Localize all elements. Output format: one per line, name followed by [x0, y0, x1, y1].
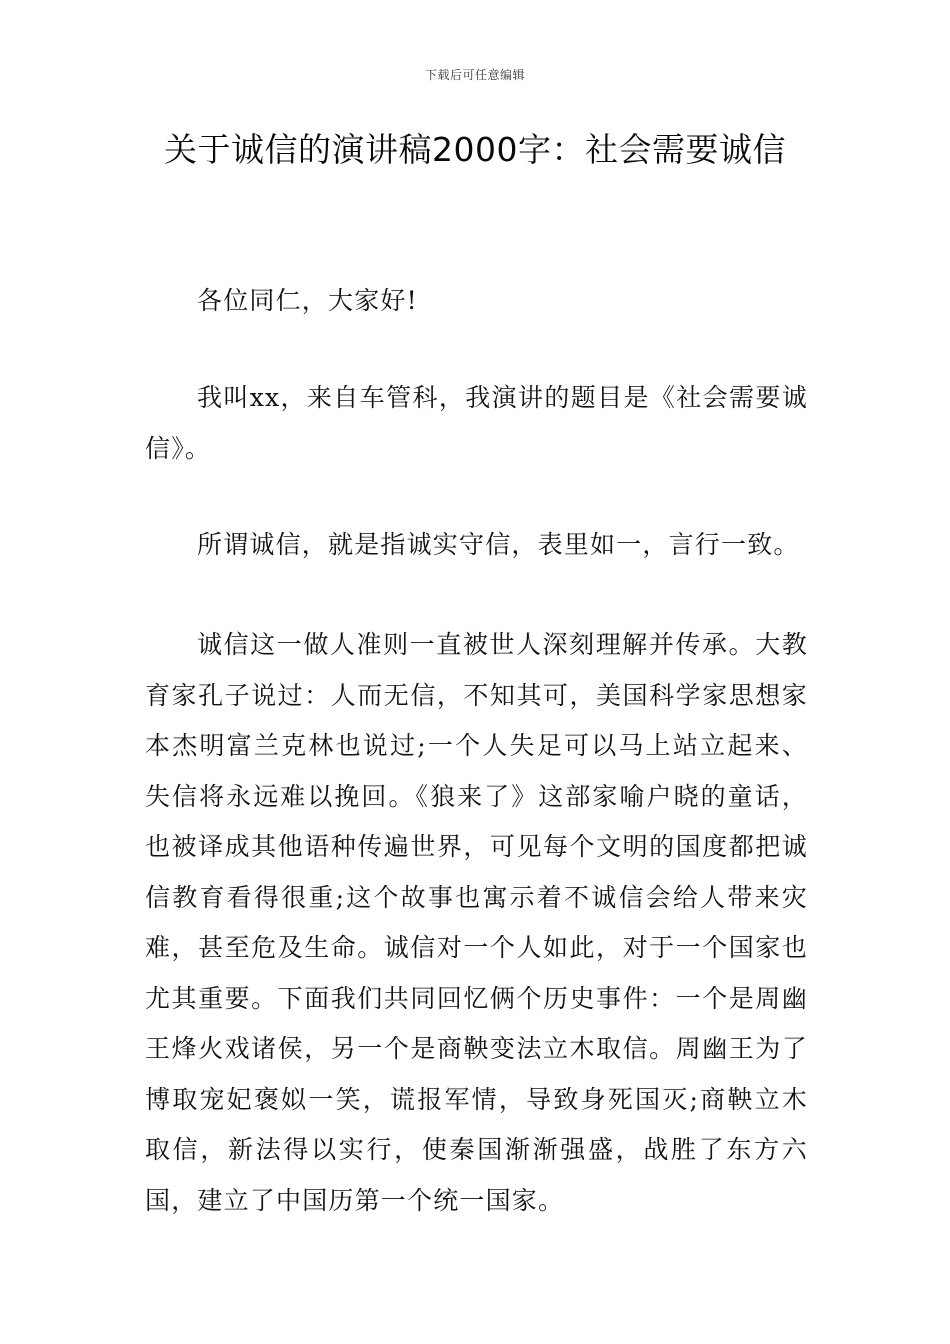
- paragraph-greeting: 各位同仁，大家好!: [197, 286, 418, 315]
- paragraph-history: 诚信这一做人准则一直被世人深刻理解并传承。大教育家孔子说过：人而无信，不知其可，美国科学家思想家本杰明富兰克林也说过;一个人失足可以马上站立起来、失信将永远难以挽回。《狼来了》这部家喻户晓的童话，也被译成其他语种传遍世界，可见每个文明的国度都把诚信教育看得很重;这个故事也寓示着不诚信会给人带来灾难，甚至危及生命。诚信对一个人如此，对于一个国家也尤其重要。下面我们共同回忆俩个历史事件：一个是周幽王烽火戏诸侯，另一个是商鞅变法立木取信。周幽王为了博取宠妃褒姒一笑，谎报军情，导致身死国灭;商鞅立木取信，新法得以实行，使秦国渐渐强盛，战胜了东方六国，建立了中国历第一个统一国家。: [145, 630, 808, 1215]
- paragraph-introduction: 我叫xx，来自车管科，我演讲的题目是《社会需要诚信》。: [145, 383, 808, 463]
- header-note: 下载后可任意编辑: [424, 68, 525, 82]
- paragraph-definition: 所谓诚信，就是指诚实守信，表里如一，言行一致。: [197, 530, 800, 559]
- document-title: 关于诚信的演讲稿2000字：社会需要诚信: [164, 130, 786, 169]
